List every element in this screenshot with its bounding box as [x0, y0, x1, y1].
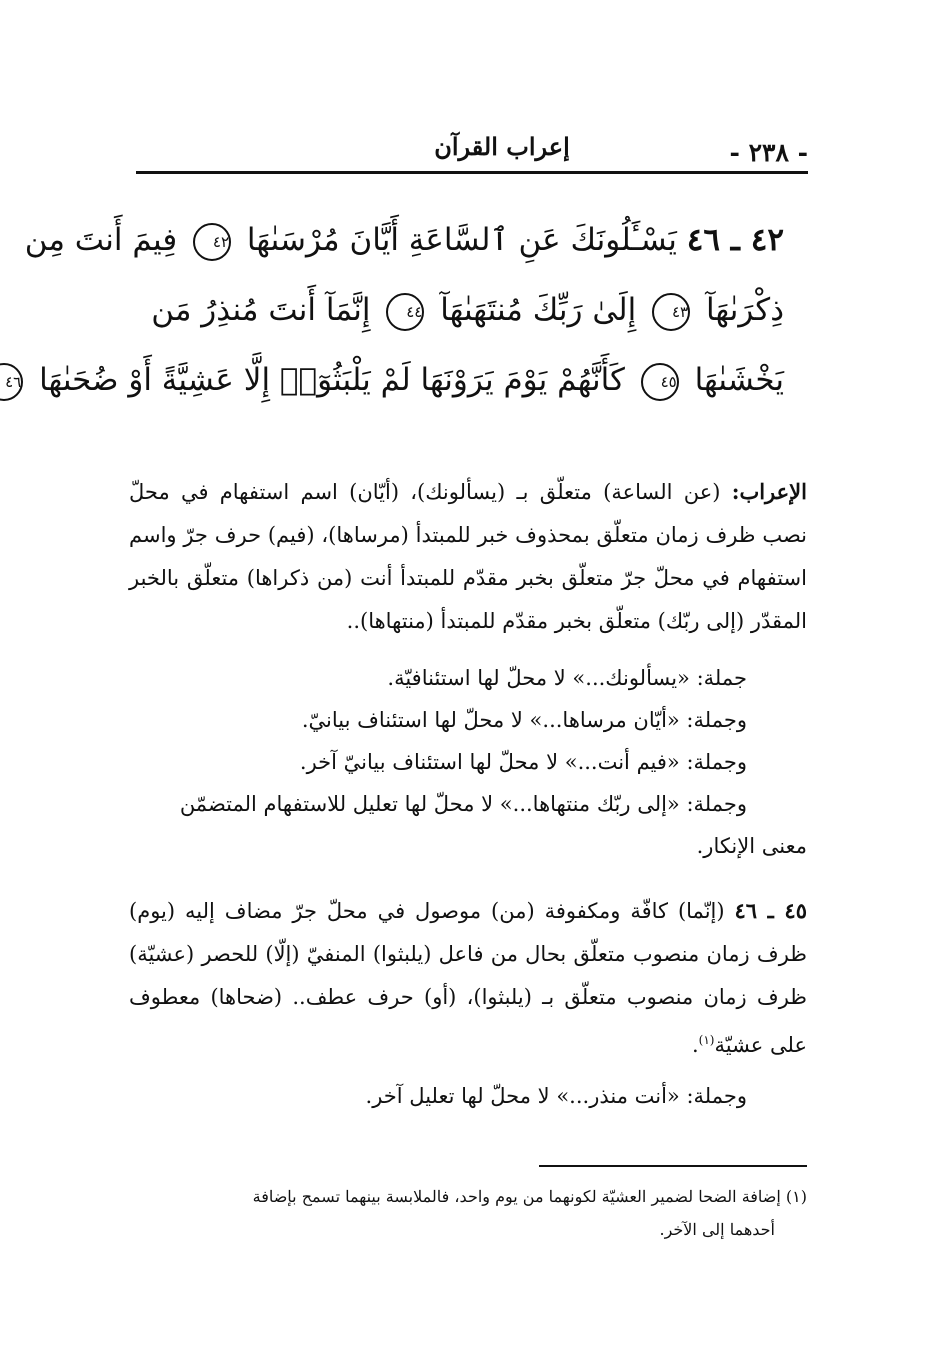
- irab-text: (عن الساعة) متعلّق بـ (يسألونك)، (أيّان) اسم استفهام في محلّ نصب ظرف زمان متعلّق بمحذوف خبر للمبتدأ (مرساها)، (فيم) حرف جرّ واسم استفهام في محلّ جرّ متعلّق بخبر مقدّم للمبتدأ أنت (من ذكراها) متعلّق بالخبر المقدّر (إلى ربّك) متعلّق بخبر مقدّم للمبتدأ (منتهاها)..: [130, 480, 808, 633]
- verse-line-2: [152, 275, 785, 345]
- verse-range-label: ٤٢ ـ ٤٦: [687, 222, 785, 258]
- header-divider: [137, 171, 809, 174]
- ayah-number-marker: ٤٥: [642, 363, 680, 401]
- sentence-analysis-continuation: معنى الإنكار.: [697, 834, 808, 858]
- sentence-analysis-item: جملة: «يسألونك...» لا محلّ لها استئنافيّة.: [388, 666, 748, 690]
- sentence-analysis-item: وجملة: «إلى ربّك منتهاها...» لا محلّ لها تعليل للاستفهام المتضمّن: [180, 792, 748, 816]
- verse-text: يَسْـَٔلُونَكَ عَنِ ٱلسَّاعَةِ أَيَّانَ مُرْسَىٰهَا: [247, 222, 678, 258]
- paragraph-end: .: [692, 1033, 700, 1057]
- sentence-analysis-item: وجملة: «فيم أنت...» لا محلّ لها استئناف بيانيّ آخر.: [300, 750, 748, 774]
- ayah-number-marker: ٤٤: [387, 293, 425, 331]
- verse-line-1: [25, 205, 785, 275]
- footnote-reference: (١): [699, 1033, 716, 1047]
- closing-sentence: وجملة: «أنت منذر...» لا محلّ لها تعليل آخر.: [366, 1084, 748, 1108]
- paragraph-text: (إنّما) كافّة ومكفوفة (من) موصول في محلّ جرّ مضاف إليه (يوم) ظرف زمان منصوب متعلّق بحال من فاعل (يلبثوا) المنفيّ (إلّا) للحصر (عشيّة) ظرف زمان منصوب متعلّق بـ (يلبثوا)، (أو) حرف عطف.. (ضحاها) معطوف على عشيّة: [130, 899, 808, 1057]
- sentence-analysis-list: [130, 657, 808, 867]
- verse-range-label: ٤٥ ـ ٤٦: [735, 898, 808, 923]
- verse-text: يَخْشَىٰهَا: [695, 362, 785, 398]
- verse-45-46-paragraph: [130, 889, 808, 1067]
- ayah-number-marker: ٤٢: [194, 223, 232, 261]
- page-header: [137, 126, 809, 176]
- verse-text: ذِكْرَىٰهَآ: [706, 292, 785, 328]
- verse-text: كَأَنَّهُمْ يَوْمَ يَرَوْنَهَا لَمْ يَلْبَثُوٓا۟ إِلَّا عَشِيَّةً أَوْ ضُحَىٰهَا: [40, 362, 626, 398]
- footnote: [180, 1180, 808, 1246]
- ayah-number-marker: ٤٣: [653, 293, 691, 331]
- footnote-line: (١) إضافة الضحا لضمير العشيّة لكونهما من يوم واحد، فالملابسة بينهما تسمح بإضافة: [253, 1187, 808, 1206]
- sentence-analysis-item: وجملة: «أيّان مرساها...» لا محلّ لها استئناف بيانيّ.: [302, 708, 748, 732]
- book-title: إعراب القرآن: [435, 132, 571, 161]
- verse-text: إِنَّمَآ أَنتَ مُنذِرُ مَن: [152, 292, 372, 328]
- irab-paragraph: [130, 470, 808, 643]
- footnote-line: أحدهما إلى الآخر.: [660, 1220, 776, 1239]
- commentary: [130, 470, 808, 1117]
- verse-text: إِلَىٰ رَبِّكَ مُنتَهَىٰهَآ: [441, 292, 638, 328]
- quran-verses: [6, 205, 785, 415]
- verse-line-3: [6, 345, 785, 415]
- ayah-number-marker: ٤٦: [0, 363, 24, 401]
- footnote-divider: [540, 1165, 808, 1167]
- irab-heading: الإعراب:: [732, 479, 808, 504]
- page-number: - ٢٣٨ -: [730, 138, 809, 167]
- verse-text: فِيمَ أَنتَ مِن: [25, 222, 179, 258]
